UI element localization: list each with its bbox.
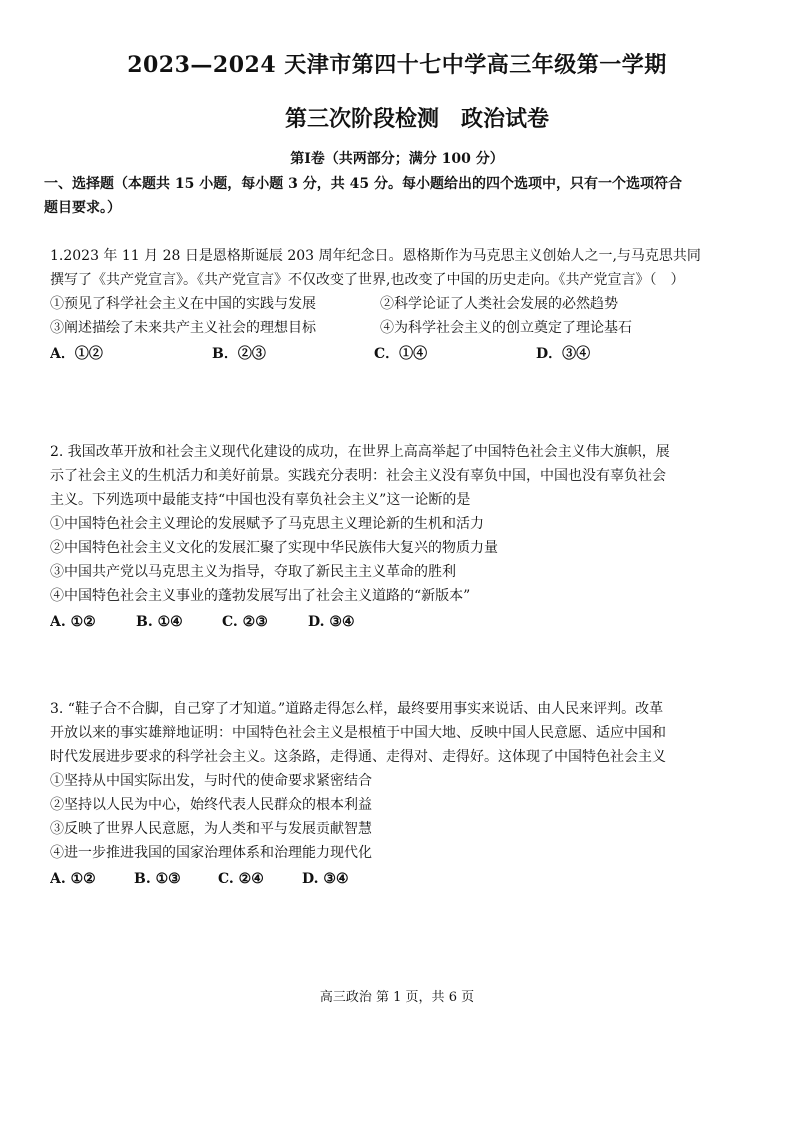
question-3-statement-4: ④进一步推进我国的国家治理体系和治理能力现代化 bbox=[50, 845, 372, 861]
exam-title: 2023—2024 天津市第四十七中学高三年级第一学期 bbox=[127, 52, 667, 78]
question-1-options bbox=[50, 342, 765, 366]
question-2-option-b[interactable]: B. ①④ bbox=[136, 614, 183, 630]
question-2-stem-line-2: 示了社会主义的生机活力和美好前景。实践充分表明：社会主义没有辜负中国，中国也没有辜负社会 bbox=[50, 468, 666, 484]
question-3-stem-line-3: 时代发展进步要求的科学社会主义。这条路，走得通、走得对、走得好。这体现了中国特色社会主义 bbox=[50, 749, 666, 765]
question-3-options bbox=[50, 867, 765, 891]
question-2-stem-line-1: 2. 我国改革开放和社会主义现代化建设的成功，在世界上高高举起了中国特色社会主义伟大旗帜，展 bbox=[50, 444, 670, 460]
question-3-stem-line-2: 开放以来的事实雄辩地证明：中国特色社会主义是根植于中国大地、反映中国人民意愿、适应中国和 bbox=[50, 725, 666, 741]
question-2-statement-4: ④中国特色社会主义事业的蓬勃发展写出了社会主义道路的“新版本” bbox=[50, 588, 471, 604]
question-1-option-a[interactable]: A．①② bbox=[50, 346, 103, 362]
exam-subtitle: 第三次阶段检测 政治试卷 bbox=[284, 106, 549, 132]
question-1 bbox=[50, 244, 765, 366]
question-1-stem-line-2: 撰写了《共产党宣言》。《共产党宣言》不仅改变了世界,也改变了中国的历史走向。《共产党宣言》（ ） bbox=[50, 272, 685, 288]
question-3 bbox=[50, 697, 765, 891]
question-2-stem-line-3: 主义。下列选项中最能支持“中国也没有辜负社会主义”这一论断的是 bbox=[50, 492, 471, 508]
question-2-options bbox=[50, 610, 765, 634]
question-2-statement-2: ②中国特色社会主义文化的发展汇聚了实现中华民族伟大复兴的物质力量 bbox=[50, 540, 498, 556]
part-header: 第Ⅰ卷（共两部分；满分 100 分） bbox=[290, 151, 504, 167]
question-3-option-b[interactable]: B. ①③ bbox=[134, 871, 181, 887]
question-1-statements-row-2 bbox=[50, 316, 765, 340]
question-1-statement-1: ①预见了科学社会主义在中国的实践与发展 bbox=[50, 296, 316, 312]
question-3-statement-3: ③反映了世界人民意愿，为人类和平与发展贡献智慧 bbox=[50, 821, 372, 837]
section-instructions-line-1: 一、选择题（本题共 15 小题，每小题 3 分，共 45 分。每小题给出的四个选项中，只有一个选项符合 bbox=[44, 176, 682, 192]
question-2-statement-1: ①中国特色社会主义理论的发展赋予了马克思主义理论新的生机和活力 bbox=[50, 516, 484, 532]
question-2-option-a[interactable]: A. ①② bbox=[50, 614, 96, 630]
question-1-option-c[interactable]: C．①④ bbox=[374, 346, 428, 362]
page-footer: 高三政治 第 1 页，共 6 页 bbox=[319, 990, 475, 1005]
question-2-statement-3: ③中国共产党以马克思主义为指导，夺取了新民主主义革命的胜利 bbox=[50, 564, 456, 580]
question-2 bbox=[50, 440, 765, 634]
question-3-statement-2: ②坚持以人民为中心，始终代表人民群众的根本利益 bbox=[50, 797, 372, 813]
question-1-stem-line-1: 1.2023 年 11 月 28 日是恩格斯诞辰 203 周年纪念日。恩格斯作为马克思主义创始人之一,与马克思共同 bbox=[50, 248, 701, 264]
question-1-statements-row-1 bbox=[50, 292, 765, 316]
section-instructions-line-2: 题目要求。） bbox=[44, 200, 121, 216]
question-1-option-d[interactable]: D．③④ bbox=[536, 346, 591, 362]
question-3-statement-1: ①坚持从中国实际出发，与时代的使命要求紧密结合 bbox=[50, 773, 372, 789]
question-1-statement-4: ④为科学社会主义的创立奠定了理论基石 bbox=[380, 320, 632, 336]
question-3-option-c[interactable]: C. ②④ bbox=[218, 871, 264, 887]
question-3-option-d[interactable]: D. ③④ bbox=[302, 871, 349, 887]
question-3-stem-line-1: 3. “鞋子合不合脚，自己穿了才知道。”道路走得怎么样，最终要用事实来说话、由人民来评判。改革 bbox=[50, 701, 664, 717]
question-2-option-c[interactable]: C. ②③ bbox=[222, 614, 268, 630]
question-2-option-d[interactable]: D. ③④ bbox=[308, 614, 355, 630]
question-3-option-a[interactable]: A. ①② bbox=[50, 871, 96, 887]
question-1-statement-3: ③阐述描绘了未来共产主义社会的理想目标 bbox=[50, 320, 316, 336]
question-1-option-b[interactable]: B．②③ bbox=[212, 346, 266, 362]
section-instructions bbox=[44, 172, 764, 220]
question-1-statement-2: ②科学论证了人类社会发展的必然趋势 bbox=[380, 296, 618, 312]
